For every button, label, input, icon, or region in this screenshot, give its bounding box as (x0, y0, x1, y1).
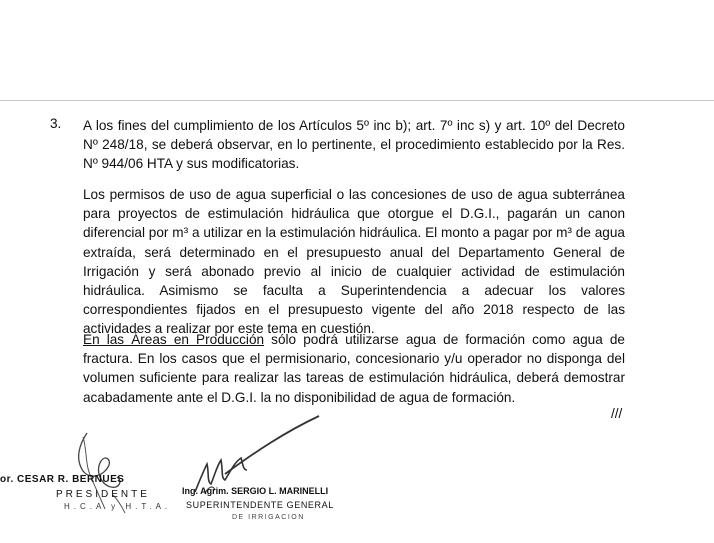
paragraph-production-areas (83, 330, 625, 407)
page-top-divider (0, 100, 714, 101)
paragraph-articles: A los fines del cumplimiento de los Artículos 5º inc b); art. 7º inc s) y art. 10º del Decreto Nº 248/18, se deberá observar, en lo pertinente, el procedimiento establecido por la Res. Nº 944/06 HTA y sus modificatorias. (83, 118, 625, 172)
paragraph-permits: Los permisos de uso de agua superficial o las concesiones de uso de agua subterránea para proyectos de estimulación hidráulica que otorgue el D.G.I., pagarán un canon diferencial por m³ a utilizar en la estimulación hidráulica. El monto a pagar por m³ de agua extraída, será determinado en el presupuesto anual del Departamento General de Irrigación y será abonado previo al inicio de cualquier actividad de estimulación hidráulica. Asimismo se faculta a Superintendencia a adecuar los valores correspondientes fijados en el presupuesto vigente del año 2018 respecto de las actividades a realizar por este tema en cuestión. (83, 187, 625, 337)
signer-role-right: SUPERINTENDENTE GENERAL (186, 500, 334, 510)
signer-name-right: Ing. Agrim. SERGIO L. MARINELLI (182, 486, 329, 496)
signer-role-left: PRESIDENTE (56, 489, 150, 500)
signer-org-left: H.C.A y H.T.A. (64, 502, 172, 511)
paragraph-body: sólo podrá utilizarse agua de formación como agua de fractura. En los casos que el permisionario, concesionario y/u operador no disponga del volumen suficiente para realizar las tareas de estimulación hidráulica, deberá demostrar acabadamente ante el D.G.I. la no disponibilidad de agua de formación. (83, 332, 625, 405)
signer-name-left: or. CESAR R. BERNUES (0, 474, 125, 485)
item-number: 3. (50, 116, 62, 131)
signer-dept-right: DE IRRIGACION (232, 514, 305, 521)
continuation-mark: /// (611, 406, 623, 421)
underlined-heading: En las Áreas en Producción (83, 332, 265, 347)
